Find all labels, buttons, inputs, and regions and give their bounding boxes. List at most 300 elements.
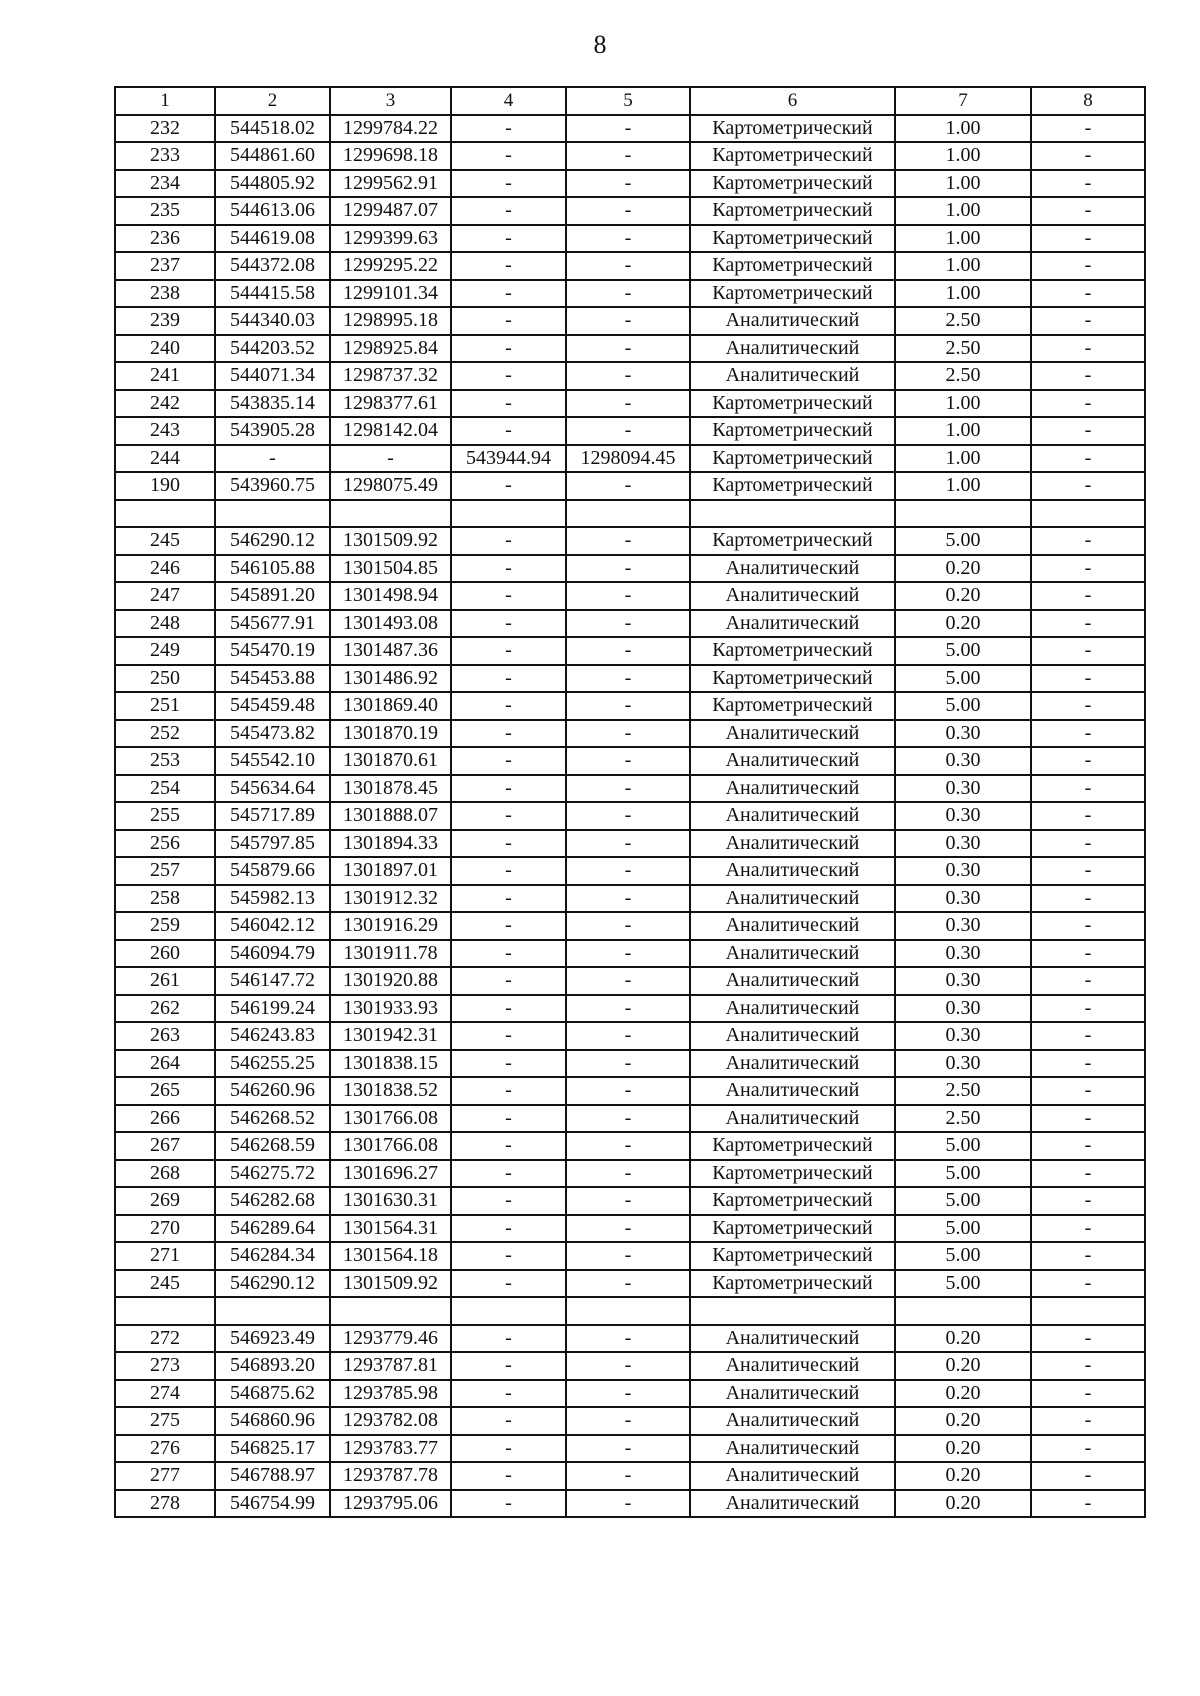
- accuracy-cell: 5.00: [895, 1132, 1031, 1160]
- x-coordinate-cell: 546893.20: [215, 1352, 330, 1380]
- table-row: [115, 1435, 1145, 1463]
- table-row: [115, 527, 1145, 555]
- point-number-cell: 253: [115, 747, 215, 775]
- table-row: [115, 665, 1145, 693]
- accuracy-cell: 0.30: [895, 802, 1031, 830]
- accuracy-cell: 1.00: [895, 390, 1031, 418]
- method-cell: Аналитический: [690, 912, 895, 940]
- accuracy-cell: 1.00: [895, 170, 1031, 198]
- point-number-cell: 254: [115, 775, 215, 803]
- x-new-cell: -: [451, 775, 566, 803]
- y-new-cell: -: [566, 720, 690, 748]
- table-row: [115, 1242, 1145, 1270]
- table-header-row: [115, 87, 1145, 115]
- y-coordinate-cell: 1301933.93: [330, 995, 451, 1023]
- y-coordinate-cell: 1301878.45: [330, 775, 451, 803]
- method-cell: Картометрический: [690, 225, 895, 253]
- x-coordinate-cell: 546289.64: [215, 1215, 330, 1243]
- x-coordinate-cell: 546260.96: [215, 1077, 330, 1105]
- point-number-cell: 240: [115, 335, 215, 363]
- column-header: 3: [330, 87, 451, 115]
- y-coordinate-cell: 1293779.46: [330, 1325, 451, 1353]
- table-row: [115, 1160, 1145, 1188]
- accuracy-cell: 2.50: [895, 1105, 1031, 1133]
- note-cell: -: [1031, 995, 1145, 1023]
- note-cell: -: [1031, 1462, 1145, 1490]
- y-new-cell: -: [566, 1050, 690, 1078]
- table-row: [115, 1215, 1145, 1243]
- x-coordinate-cell: 543905.28: [215, 417, 330, 445]
- y-coordinate-cell: 1301911.78: [330, 940, 451, 968]
- point-number-cell: 233: [115, 142, 215, 170]
- accuracy-cell: 0.20: [895, 555, 1031, 583]
- x-new-cell: -: [451, 527, 566, 555]
- point-number-cell: 256: [115, 830, 215, 858]
- y-new-cell: -: [566, 1435, 690, 1463]
- table-row: [115, 1105, 1145, 1133]
- note-cell: -: [1031, 555, 1145, 583]
- x-coordinate-cell: 544619.08: [215, 225, 330, 253]
- point-number-cell: 237: [115, 252, 215, 280]
- point-number-cell: 245: [115, 527, 215, 555]
- x-coordinate-cell: 545797.85: [215, 830, 330, 858]
- x-new-cell: -: [451, 692, 566, 720]
- y-coordinate-cell: 1299399.63: [330, 225, 451, 253]
- note-cell: -: [1031, 170, 1145, 198]
- accuracy-cell: 1.00: [895, 115, 1031, 143]
- y-coordinate-cell: 1301912.32: [330, 885, 451, 913]
- y-coordinate-cell: 1301894.33: [330, 830, 451, 858]
- table-row: [115, 940, 1145, 968]
- x-coordinate-cell: -: [215, 445, 330, 473]
- point-number-cell: 259: [115, 912, 215, 940]
- method-cell: Аналитический: [690, 1380, 895, 1408]
- note-cell: -: [1031, 472, 1145, 500]
- table-row: [115, 1050, 1145, 1078]
- table-row: [115, 1297, 1145, 1325]
- x-coordinate-cell: 544613.06: [215, 197, 330, 225]
- column-header: 5: [566, 87, 690, 115]
- accuracy-cell: 2.50: [895, 362, 1031, 390]
- note-cell: -: [1031, 197, 1145, 225]
- accuracy-cell: 0.30: [895, 830, 1031, 858]
- point-number-cell: 243: [115, 417, 215, 445]
- y-coordinate-cell: [330, 1297, 451, 1325]
- y-coordinate-cell: 1293795.06: [330, 1490, 451, 1518]
- accuracy-cell: 5.00: [895, 1270, 1031, 1298]
- point-number-cell: 273: [115, 1352, 215, 1380]
- method-cell: Аналитический: [690, 857, 895, 885]
- x-new-cell: [451, 500, 566, 528]
- note-cell: -: [1031, 1352, 1145, 1380]
- table-row: [115, 637, 1145, 665]
- x-coordinate-cell: 546268.59: [215, 1132, 330, 1160]
- x-coordinate-cell: 545879.66: [215, 857, 330, 885]
- y-coordinate-cell: 1301838.15: [330, 1050, 451, 1078]
- x-new-cell: -: [451, 1160, 566, 1188]
- point-number-cell: 274: [115, 1380, 215, 1408]
- note-cell: -: [1031, 1022, 1145, 1050]
- method-cell: Аналитический: [690, 720, 895, 748]
- method-cell: Аналитический: [690, 830, 895, 858]
- method-cell: Картометрический: [690, 417, 895, 445]
- table-row: [115, 225, 1145, 253]
- table-row: [115, 830, 1145, 858]
- x-new-cell: -: [451, 142, 566, 170]
- y-new-cell: -: [566, 1380, 690, 1408]
- x-new-cell: -: [451, 995, 566, 1023]
- note-cell: -: [1031, 252, 1145, 280]
- x-coordinate-cell: 543835.14: [215, 390, 330, 418]
- point-number-cell: 266: [115, 1105, 215, 1133]
- x-new-cell: -: [451, 967, 566, 995]
- y-new-cell: -: [566, 747, 690, 775]
- method-cell: Аналитический: [690, 1435, 895, 1463]
- note-cell: -: [1031, 747, 1145, 775]
- accuracy-cell: 0.30: [895, 1050, 1031, 1078]
- note-cell: -: [1031, 582, 1145, 610]
- x-coordinate-cell: 546875.62: [215, 1380, 330, 1408]
- note-cell: -: [1031, 967, 1145, 995]
- method-cell: Аналитический: [690, 555, 895, 583]
- method-cell: Картометрический: [690, 1132, 895, 1160]
- x-coordinate-cell: 545677.91: [215, 610, 330, 638]
- accuracy-cell: 1.00: [895, 197, 1031, 225]
- y-coordinate-cell: 1301838.52: [330, 1077, 451, 1105]
- note-cell: -: [1031, 142, 1145, 170]
- point-number-cell: 235: [115, 197, 215, 225]
- note-cell: -: [1031, 637, 1145, 665]
- note-cell: -: [1031, 307, 1145, 335]
- y-coordinate-cell: 1293783.77: [330, 1435, 451, 1463]
- method-cell: Картометрический: [690, 280, 895, 308]
- y-coordinate-cell: 1293785.98: [330, 1380, 451, 1408]
- accuracy-cell: 0.30: [895, 775, 1031, 803]
- x-new-cell: -: [451, 940, 566, 968]
- x-new-cell: -: [451, 665, 566, 693]
- point-number-cell: 232: [115, 115, 215, 143]
- x-coordinate-cell: 546147.72: [215, 967, 330, 995]
- x-coordinate-cell: 546788.97: [215, 1462, 330, 1490]
- x-new-cell: -: [451, 335, 566, 363]
- x-coordinate-cell: 545982.13: [215, 885, 330, 913]
- point-number-cell: 246: [115, 555, 215, 583]
- method-cell: Картометрический: [690, 170, 895, 198]
- note-cell: -: [1031, 1325, 1145, 1353]
- table-row: [115, 1270, 1145, 1298]
- y-new-cell: -: [566, 1462, 690, 1490]
- x-new-cell: -: [451, 1325, 566, 1353]
- y-new-cell: -: [566, 1077, 690, 1105]
- x-new-cell: -: [451, 1270, 566, 1298]
- y-coordinate-cell: 1299698.18: [330, 142, 451, 170]
- y-coordinate-cell: 1298075.49: [330, 472, 451, 500]
- table-row: [115, 362, 1145, 390]
- method-cell: Картометрический: [690, 1215, 895, 1243]
- note-cell: -: [1031, 1077, 1145, 1105]
- method-cell: Картометрический: [690, 527, 895, 555]
- method-cell: Картометрический: [690, 197, 895, 225]
- accuracy-cell: 1.00: [895, 417, 1031, 445]
- y-new-cell: -: [566, 1132, 690, 1160]
- table-row: [115, 857, 1145, 885]
- note-cell: -: [1031, 610, 1145, 638]
- y-new-cell: -: [566, 115, 690, 143]
- accuracy-cell: 0.20: [895, 1490, 1031, 1518]
- note-cell: [1031, 500, 1145, 528]
- x-coordinate-cell: 546860.96: [215, 1407, 330, 1435]
- point-number-cell: 257: [115, 857, 215, 885]
- y-new-cell: -: [566, 170, 690, 198]
- point-number-cell: [115, 1297, 215, 1325]
- y-coordinate-cell: 1301564.18: [330, 1242, 451, 1270]
- y-new-cell: -: [566, 1242, 690, 1270]
- y-new-cell: -: [566, 417, 690, 445]
- accuracy-cell: 0.30: [895, 912, 1031, 940]
- point-number-cell: 238: [115, 280, 215, 308]
- method-cell: Аналитический: [690, 610, 895, 638]
- y-coordinate-cell: 1298925.84: [330, 335, 451, 363]
- y-new-cell: [566, 1297, 690, 1325]
- x-new-cell: -: [451, 252, 566, 280]
- y-coordinate-cell: 1301916.29: [330, 912, 451, 940]
- x-new-cell: -: [451, 1435, 566, 1463]
- y-coordinate-cell: 1301869.40: [330, 692, 451, 720]
- y-new-cell: -: [566, 665, 690, 693]
- y-new-cell: -: [566, 1407, 690, 1435]
- note-cell: -: [1031, 1490, 1145, 1518]
- y-new-cell: -: [566, 1105, 690, 1133]
- y-coordinate-cell: 1301498.94: [330, 582, 451, 610]
- accuracy-cell: 0.20: [895, 582, 1031, 610]
- y-coordinate-cell: 1293787.78: [330, 1462, 451, 1490]
- point-number-cell: 262: [115, 995, 215, 1023]
- point-number-cell: 252: [115, 720, 215, 748]
- x-new-cell: -: [451, 885, 566, 913]
- table-row: [115, 142, 1145, 170]
- note-cell: -: [1031, 445, 1145, 473]
- y-new-cell: -: [566, 472, 690, 500]
- x-new-cell: -: [451, 1187, 566, 1215]
- accuracy-cell: 2.50: [895, 335, 1031, 363]
- y-coordinate-cell: [330, 500, 451, 528]
- note-cell: -: [1031, 1050, 1145, 1078]
- y-new-cell: -: [566, 280, 690, 308]
- y-coordinate-cell: 1301766.08: [330, 1132, 451, 1160]
- x-new-cell: -: [451, 1022, 566, 1050]
- y-new-cell: -: [566, 802, 690, 830]
- table-row: [115, 775, 1145, 803]
- y-new-cell: -: [566, 252, 690, 280]
- x-coordinate-cell: [215, 1297, 330, 1325]
- table-row: [115, 1132, 1145, 1160]
- y-new-cell: -: [566, 390, 690, 418]
- y-coordinate-cell: 1299295.22: [330, 252, 451, 280]
- accuracy-cell: 0.30: [895, 1022, 1031, 1050]
- point-number-cell: 264: [115, 1050, 215, 1078]
- table-row: [115, 582, 1145, 610]
- point-number-cell: 258: [115, 885, 215, 913]
- x-new-cell: -: [451, 472, 566, 500]
- y-coordinate-cell: 1301509.92: [330, 1270, 451, 1298]
- y-new-cell: -: [566, 362, 690, 390]
- x-coordinate-cell: 544203.52: [215, 335, 330, 363]
- point-number-cell: 269: [115, 1187, 215, 1215]
- x-coordinate-cell: 546923.49: [215, 1325, 330, 1353]
- method-cell: Аналитический: [690, 1105, 895, 1133]
- y-new-cell: -: [566, 527, 690, 555]
- y-new-cell: -: [566, 775, 690, 803]
- y-new-cell: -: [566, 912, 690, 940]
- x-new-cell: -: [451, 720, 566, 748]
- table-row: [115, 802, 1145, 830]
- table-row: [115, 1462, 1145, 1490]
- x-new-cell: -: [451, 170, 566, 198]
- accuracy-cell: 2.50: [895, 1077, 1031, 1105]
- method-cell: Картометрический: [690, 1160, 895, 1188]
- point-number-cell: 278: [115, 1490, 215, 1518]
- note-cell: -: [1031, 857, 1145, 885]
- x-coordinate-cell: 544372.08: [215, 252, 330, 280]
- accuracy-cell: 1.00: [895, 280, 1031, 308]
- y-new-cell: -: [566, 1325, 690, 1353]
- y-new-cell: -: [566, 197, 690, 225]
- accuracy-cell: 1.00: [895, 225, 1031, 253]
- y-coordinate-cell: 1298377.61: [330, 390, 451, 418]
- method-cell: Аналитический: [690, 335, 895, 363]
- method-cell: Аналитический: [690, 802, 895, 830]
- x-coordinate-cell: 544805.92: [215, 170, 330, 198]
- point-number-cell: 263: [115, 1022, 215, 1050]
- note-cell: -: [1031, 885, 1145, 913]
- point-number-cell: 248: [115, 610, 215, 638]
- y-new-cell: -: [566, 967, 690, 995]
- table-row: [115, 747, 1145, 775]
- note-cell: -: [1031, 720, 1145, 748]
- table-row: [115, 170, 1145, 198]
- note-cell: -: [1031, 1407, 1145, 1435]
- x-new-cell: -: [451, 555, 566, 583]
- y-new-cell: -: [566, 830, 690, 858]
- table-row: [115, 252, 1145, 280]
- table-row: [115, 335, 1145, 363]
- x-new-cell: -: [451, 582, 566, 610]
- point-number-cell: 250: [115, 665, 215, 693]
- x-new-cell: -: [451, 1380, 566, 1408]
- y-new-cell: -: [566, 1352, 690, 1380]
- column-header: 4: [451, 87, 566, 115]
- x-new-cell: -: [451, 280, 566, 308]
- point-number-cell: 261: [115, 967, 215, 995]
- y-coordinate-cell: -: [330, 445, 451, 473]
- note-cell: [1031, 1297, 1145, 1325]
- note-cell: -: [1031, 527, 1145, 555]
- note-cell: -: [1031, 912, 1145, 940]
- y-coordinate-cell: 1301696.27: [330, 1160, 451, 1188]
- y-coordinate-cell: 1293782.08: [330, 1407, 451, 1435]
- accuracy-cell: 0.30: [895, 940, 1031, 968]
- x-coordinate-cell: 543960.75: [215, 472, 330, 500]
- y-coordinate-cell: 1293787.81: [330, 1352, 451, 1380]
- x-new-cell: -: [451, 307, 566, 335]
- method-cell: Аналитический: [690, 995, 895, 1023]
- point-number-cell: 267: [115, 1132, 215, 1160]
- x-coordinate-cell: 545542.10: [215, 747, 330, 775]
- y-new-cell: -: [566, 1270, 690, 1298]
- x-new-cell: -: [451, 1215, 566, 1243]
- point-number-cell: 245: [115, 1270, 215, 1298]
- point-number-cell: 234: [115, 170, 215, 198]
- point-number-cell: 255: [115, 802, 215, 830]
- y-coordinate-cell: 1301493.08: [330, 610, 451, 638]
- x-new-cell: -: [451, 1050, 566, 1078]
- x-coordinate-cell: 546268.52: [215, 1105, 330, 1133]
- x-coordinate-cell: 545453.88: [215, 665, 330, 693]
- x-new-cell: -: [451, 610, 566, 638]
- x-new-cell: [451, 1297, 566, 1325]
- accuracy-cell: 1.00: [895, 445, 1031, 473]
- method-cell: Аналитический: [690, 1407, 895, 1435]
- table-row: [115, 1407, 1145, 1435]
- method-cell: [690, 500, 895, 528]
- accuracy-cell: 0.30: [895, 720, 1031, 748]
- table-row: [115, 1380, 1145, 1408]
- table-row: [115, 720, 1145, 748]
- table-row: [115, 1022, 1145, 1050]
- y-new-cell: -: [566, 857, 690, 885]
- method-cell: Картометрический: [690, 472, 895, 500]
- x-coordinate-cell: 546243.83: [215, 1022, 330, 1050]
- point-number-cell: 251: [115, 692, 215, 720]
- note-cell: -: [1031, 1242, 1145, 1270]
- x-new-cell: -: [451, 390, 566, 418]
- x-coordinate-cell: 545634.64: [215, 775, 330, 803]
- y-coordinate-cell: 1301766.08: [330, 1105, 451, 1133]
- method-cell: Аналитический: [690, 885, 895, 913]
- accuracy-cell: 0.30: [895, 747, 1031, 775]
- x-coordinate-cell: 546282.68: [215, 1187, 330, 1215]
- y-new-cell: -: [566, 1022, 690, 1050]
- table-body: [115, 87, 1145, 1517]
- note-cell: -: [1031, 1105, 1145, 1133]
- accuracy-cell: 0.20: [895, 610, 1031, 638]
- y-coordinate-cell: 1299784.22: [330, 115, 451, 143]
- method-cell: Картометрический: [690, 390, 895, 418]
- note-cell: -: [1031, 940, 1145, 968]
- y-coordinate-cell: 1301920.88: [330, 967, 451, 995]
- x-coordinate-cell: 545459.48: [215, 692, 330, 720]
- x-new-cell: -: [451, 417, 566, 445]
- y-coordinate-cell: 1301486.92: [330, 665, 451, 693]
- x-coordinate-cell: 545473.82: [215, 720, 330, 748]
- x-coordinate-cell: 544071.34: [215, 362, 330, 390]
- note-cell: -: [1031, 280, 1145, 308]
- x-new-cell: -: [451, 1105, 566, 1133]
- method-cell: Картометрический: [690, 665, 895, 693]
- x-new-cell: -: [451, 637, 566, 665]
- method-cell: Аналитический: [690, 362, 895, 390]
- accuracy-cell: 5.00: [895, 527, 1031, 555]
- y-coordinate-cell: 1301564.31: [330, 1215, 451, 1243]
- x-new-cell: -: [451, 1242, 566, 1270]
- note-cell: -: [1031, 1380, 1145, 1408]
- point-number-cell: 242: [115, 390, 215, 418]
- note-cell: -: [1031, 225, 1145, 253]
- method-cell: Картометрический: [690, 445, 895, 473]
- x-coordinate-cell: 545717.89: [215, 802, 330, 830]
- column-header: 2: [215, 87, 330, 115]
- method-cell: Аналитический: [690, 967, 895, 995]
